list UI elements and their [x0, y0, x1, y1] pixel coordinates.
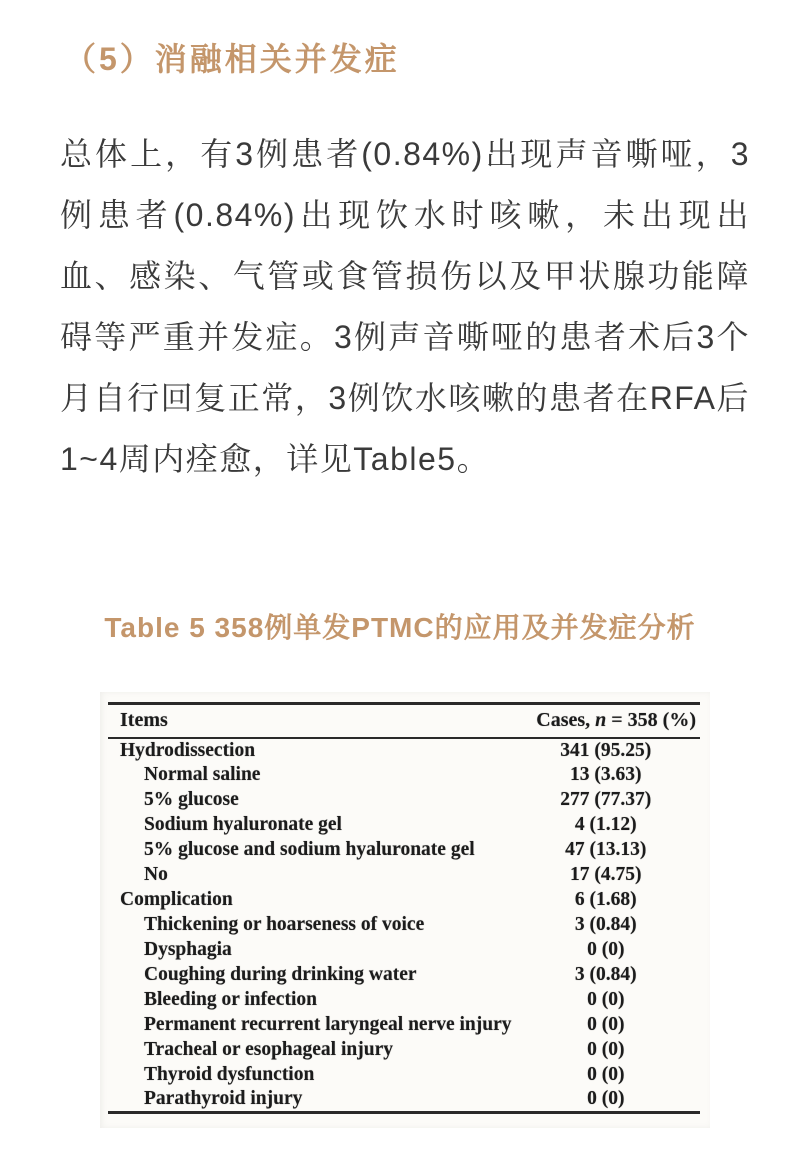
data-table [108, 702, 700, 1114]
row-label: Dysphagia [144, 939, 232, 960]
row-value: 0 (0) [587, 939, 625, 960]
row-label: 5% glucose and sodium hyaluronate gel [144, 839, 475, 860]
row-label: 5% glucose [144, 789, 239, 810]
row-value: 13 (3.63) [570, 764, 642, 785]
cases-n-italic: n [595, 709, 607, 732]
table-scan-image [100, 692, 710, 1128]
table-row [108, 863, 700, 888]
row-label: Bleeding or infection [144, 989, 317, 1010]
row-value: 4 (1.12) [574, 814, 637, 835]
cases-prefix: Cases, [536, 709, 596, 732]
row-value: 0 (0) [587, 989, 625, 1010]
row-label: Tracheal or esophageal injury [144, 1039, 393, 1060]
table-row [108, 1038, 700, 1063]
table-row [108, 763, 700, 788]
row-value: 6 (1.68) [574, 889, 637, 910]
row-value: 0 (0) [587, 1039, 625, 1060]
row-label: Normal saline [144, 764, 261, 785]
row-label: Thickening or hoarseness of voice [144, 914, 425, 935]
table-row [108, 813, 700, 838]
row-label: Hydrodissection [120, 739, 256, 761]
row-value: 17 (4.75) [570, 864, 642, 885]
row-label: Complication [120, 889, 233, 910]
table-row [108, 888, 700, 913]
table-row [108, 1088, 700, 1113]
section-heading: （5）消融相关并发症 [64, 41, 400, 77]
table-row [108, 913, 700, 938]
row-value: 277 (77.37) [560, 789, 652, 810]
row-label: Thyroid dysfunction [144, 1064, 315, 1085]
row-value: 0 (0) [587, 1064, 625, 1085]
row-value: 3 (0.84) [574, 964, 637, 985]
row-label: Parathyroid injury [144, 1088, 303, 1110]
table-row [108, 788, 700, 813]
table-caption: Table 5 358例单发PTMC的应用及并发症分析 [104, 612, 696, 643]
body-paragraph: 总体上，有3例患者(0.84%)出现声音嘶哑，3例患者(0.84%)出现饮水时咳嗽，未出现出血、感染、气管或食管损伤以及甲状腺功能障碍等严重并发症。3例声音嘶哑的患者术后3个月自行回复正常，3例饮水咳嗽的患者在RFA后1~4周内痊愈，详见Table5。 [60, 136, 750, 477]
table-row [108, 938, 700, 963]
column-header-items: Items [108, 704, 512, 738]
table-header-row [108, 704, 700, 738]
row-label: Permanent recurrent laryngeal nerve injury [144, 1014, 512, 1035]
table-row [108, 1063, 700, 1088]
column-header-cases [512, 704, 700, 738]
table-row [108, 988, 700, 1013]
row-value: 341 (95.25) [560, 739, 652, 761]
row-label: No [144, 864, 168, 885]
row-label: Coughing during drinking water [144, 964, 417, 985]
table-row [108, 838, 700, 863]
table-row [108, 1013, 700, 1038]
table-row [108, 963, 700, 988]
row-label: Sodium hyaluronate gel [144, 814, 342, 835]
cases-suffix: = 358 (%) [606, 709, 696, 732]
row-value: 0 (0) [587, 1014, 625, 1035]
table-row [108, 738, 700, 763]
row-value: 0 (0) [587, 1088, 625, 1110]
row-value: 3 (0.84) [574, 914, 637, 935]
row-value: 47 (13.13) [565, 839, 647, 860]
